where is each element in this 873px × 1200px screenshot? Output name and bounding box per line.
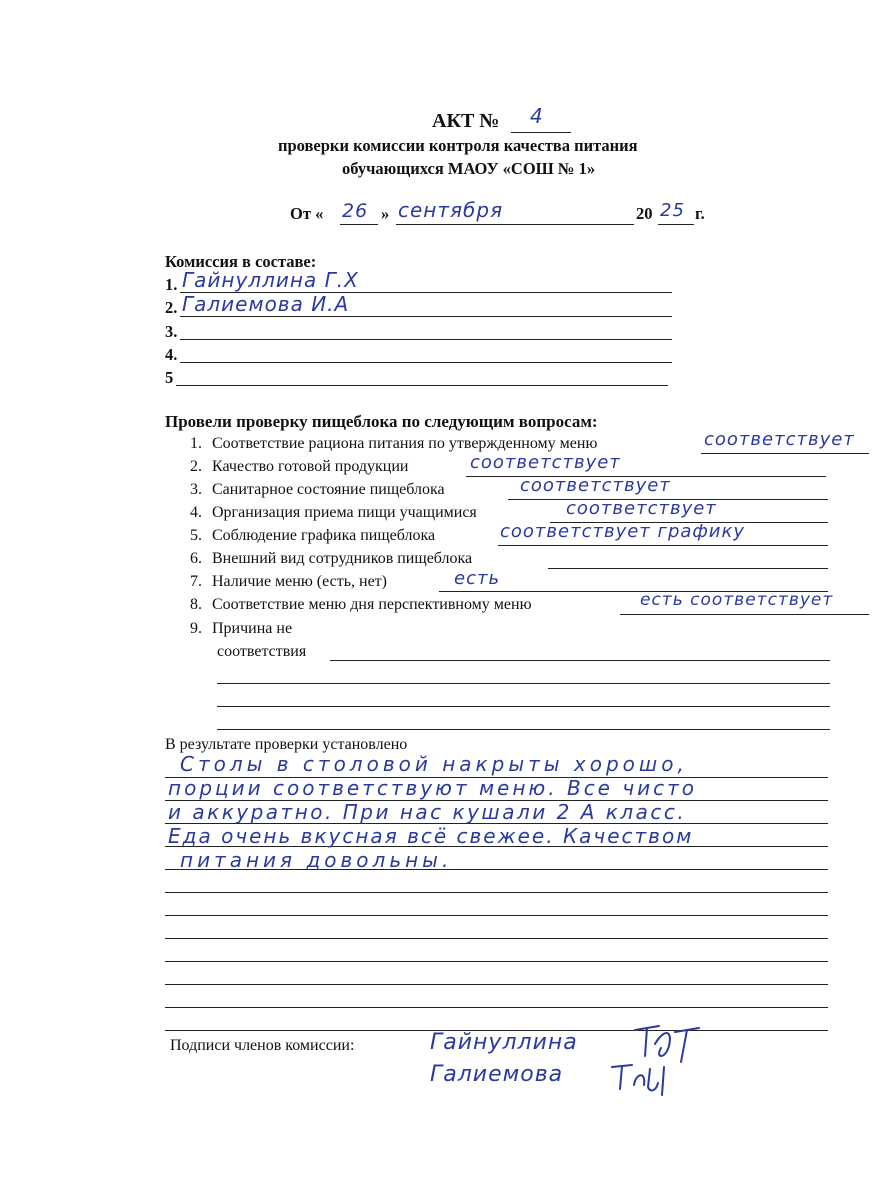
check-item: [190, 458, 408, 476]
result-line: [165, 984, 828, 985]
check-item-answer: есть соответствует: [640, 590, 834, 610]
result-text-line: питания довольны.: [180, 848, 453, 872]
check-item-number: 4.: [190, 504, 202, 521]
date-mid: »: [381, 204, 390, 223]
signature-name: Гайнуллина: [430, 1030, 578, 1055]
date-day-line: [340, 224, 378, 225]
member-number: 2.: [165, 298, 178, 317]
answer-line: [701, 453, 869, 454]
check-item-label: Соответствие рациона питания по утвержденному меню: [212, 435, 598, 452]
date-year-prefix: 20: [636, 204, 653, 223]
check-item: [190, 620, 292, 638]
check-item-number: 7.: [190, 573, 202, 590]
answer-line: [620, 614, 869, 615]
check-item-number: 2.: [190, 458, 202, 475]
date-month: сентября: [398, 198, 504, 222]
header-line-1: проверки комиссии контроля качества питания: [278, 136, 638, 155]
check-item-label: Санитарное состояние пищеблока: [212, 481, 445, 498]
date-year-end: г.: [695, 204, 705, 223]
result-text-line: Еда очень вкусная всё свежее. Качеством: [168, 824, 694, 848]
member-number: 1.: [165, 275, 178, 294]
result-line: [165, 892, 828, 893]
check-item-number: 3.: [190, 481, 202, 498]
check-item-answer: соответствует: [566, 498, 717, 519]
act-number-line: [511, 132, 571, 133]
result-heading: В результате проверки установлено: [165, 736, 408, 753]
act-title: [432, 110, 499, 133]
check-item: [190, 504, 477, 522]
check-item-number: 8.: [190, 596, 202, 613]
check-item-continuation: соответствия: [217, 643, 307, 660]
check-item: [190, 481, 445, 499]
check-item: [190, 435, 597, 453]
check-item-answer: соответствует: [520, 475, 671, 496]
answer-line: [330, 660, 830, 661]
answer-line: [498, 545, 828, 546]
date-day: 26: [342, 200, 369, 222]
member-line: [180, 362, 672, 363]
signature-name: Галиемова: [430, 1062, 564, 1087]
answer-line: [217, 706, 830, 707]
check-item-number: 1.: [190, 435, 202, 452]
member-number: 3.: [165, 322, 178, 341]
result-line: [165, 938, 828, 939]
header-line-2: обучающихся МАОУ «СОШ № 1»: [342, 159, 596, 178]
check-item-label: Внешний вид сотрудников пищеблока: [212, 550, 473, 567]
result-text-line: Столы в столовой накрыты хорошо,: [180, 752, 688, 776]
check-item-answer: есть: [454, 568, 501, 589]
check-item-answer: соответствует: [470, 452, 621, 473]
check-item: [190, 527, 435, 545]
act-number: 4: [530, 104, 544, 128]
act-label: АКТ №: [432, 110, 500, 132]
check-item-number: 6.: [190, 550, 202, 567]
check-item-label: Соблюдение графика пищеблока: [212, 527, 436, 544]
date-month-line: [396, 224, 634, 225]
check-item-label: Наличие меню (есть, нет): [212, 573, 387, 590]
check-item-number: 5.: [190, 527, 202, 544]
date-year: 25: [660, 200, 685, 221]
commission-heading: Комиссия в составе:: [165, 252, 317, 271]
member-line: [180, 339, 672, 340]
check-item-answer: соответствует: [704, 429, 855, 450]
member-number: 5: [165, 368, 174, 387]
check-item: [190, 550, 472, 568]
check-item: [190, 596, 532, 614]
answer-line: [548, 568, 828, 569]
signatures-label: Подписи членов комиссии:: [170, 1037, 355, 1054]
check-item-label: Организация приема пищи учащимися: [212, 504, 477, 521]
result-line: [165, 1007, 828, 1008]
result-line: [165, 961, 828, 962]
check-item-label: Соответствие меню дня перспективному меню: [212, 596, 532, 613]
member-number: 4.: [165, 345, 178, 364]
check-item-answer: соответствует графику: [500, 521, 746, 542]
result-text-line: и аккуратно. При нас кушали 2 А класс.: [168, 800, 687, 824]
member-name: Галиемова И.А: [182, 292, 350, 316]
answer-line: [217, 683, 830, 684]
member-line: [176, 385, 668, 386]
signature-scribble: [606, 1055, 680, 1099]
date-year-line: [658, 224, 694, 225]
member-line: [180, 316, 672, 317]
date-prefix: От «: [290, 204, 324, 223]
result-text-line: порции соответствуют меню. Все чисто: [168, 776, 698, 800]
result-line: [165, 915, 828, 916]
check-item-label: Качество готовой продукции: [212, 458, 409, 475]
answer-line: [217, 729, 830, 730]
check-item-number: 9.: [190, 620, 202, 637]
check-item-label: Причина не: [212, 620, 293, 637]
member-name: Гайнуллина Г.Х: [182, 268, 359, 292]
check-heading: Провели проверку пищеблока по следующим вопросам:: [165, 412, 598, 431]
check-item: [190, 573, 387, 591]
